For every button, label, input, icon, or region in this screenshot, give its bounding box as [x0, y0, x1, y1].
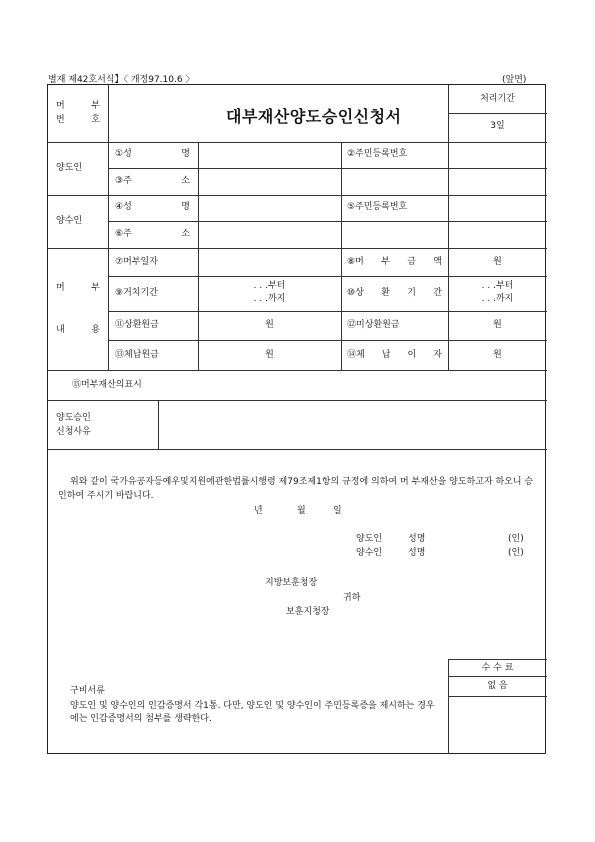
signer-transferor-seal: (인) [508, 534, 524, 544]
reason-label: 양도승인 [56, 413, 91, 423]
transferee-section: 양수인 [56, 216, 83, 226]
unrepaid-principal-unit: 원 [493, 320, 502, 330]
loan-section: 머 부 [56, 283, 100, 293]
grace-to: . . .까지 [253, 294, 286, 304]
property-description-label: ⑮머부재산의표시 [72, 380, 142, 390]
repay-to: . . .까지 [481, 294, 514, 304]
date-month: 월 [297, 506, 306, 516]
transferor-name-label: ①성 명 [115, 149, 190, 159]
grace-from: . . .부터 [253, 281, 286, 291]
documents-text: 양도인 및 양수인의 인감증명서 각1통. 다만, 양도인 및 양수인이 주민등록증을 제시하는 경우에는 인감증명서의 첨부를 생략한다. [70, 701, 435, 724]
signer-transferee-sign: 성명 [408, 548, 426, 558]
form-title: 대부재산양도승인신청서 [226, 107, 402, 126]
overdue-principal-label: ⑬체납원금 [115, 350, 159, 360]
loan-number-label: 머 부 [56, 101, 100, 111]
loan-amount-label: ⑧머 부 금 액 [347, 257, 442, 267]
repaid-principal-unit: 원 [265, 320, 274, 330]
overdue-interest-label: ⑭체 납 이 자 [347, 350, 442, 360]
transferor-id-label: ②주민등록번호 [347, 149, 408, 159]
transferor-section: 양도인 [56, 163, 83, 173]
recipient-honorific: 귀하 [343, 593, 361, 603]
processing-period-value: 3일 [490, 121, 505, 131]
unrepaid-principal-label: ⑫미상환원금 [347, 320, 400, 330]
repaid-principal-label: ⑪상환원금 [115, 320, 159, 330]
form-number: 별재 제42호서식】〈 개정97.10.6 〉 [48, 75, 195, 85]
fee-value: 없 음 [487, 681, 508, 691]
signer-transferor-role: 양도인 [356, 534, 383, 544]
documents-label: 구비서류 [70, 686, 105, 696]
overdue-principal-unit: 원 [265, 350, 274, 360]
transferee-name-label: ④성 명 [115, 202, 190, 212]
page-side: (앞면) [502, 75, 527, 85]
date-day: 일 [333, 506, 342, 516]
fee-label: 수 수 료 [481, 663, 514, 673]
signer-transferor-sign: 성명 [408, 534, 426, 544]
signer-transferee-role: 양수인 [356, 548, 383, 558]
transferor-address-label: ③주 소 [115, 176, 190, 186]
processing-period-label: 처리기간 [480, 94, 515, 104]
application-form: 머 부 번 호 대부재산양도승인신청서 처리기간 3일 양도인 ①성 명 ②주민등록번호 ③주 소 양수인 ④성 명 ⑤주민등록번호 ⑥주 소 머 부 내 용 ⑦머부일자 ⑧머 부 금 액 원 ⑨거치기간 . . .부터 . . .까지 ⑩상 환 기 간 . . .부터 . . .까지 ⑪상환원금 원 ⑫미상환원금 원 ⑬체납원금 원 ⑭체 납 이 자 원 ⑮머부재산의표시 양도승인 신청사유 위와 같이 국가유공자등예우및지원에관한법률시행령 제79조제1항의 규정에 의하여 머 부재산을 양도하고자 하오니 승인하여 주시기 바랍니다. 년 월 일 양도인 성명 (인) 양수인 성명 (인) 지방보훈청장 귀하 보훈지청장 구비서류 양도인 및 양수인의 인감증명서 각1통. 다만, 양도인 및 양수인이 주민등록증을 제시하는 경우에는 인감증명서의 첨부를 생략한다. 수 수 료 없 음 [47, 84, 546, 754]
overdue-interest-unit: 원 [493, 350, 502, 360]
recipient-regional-office: 지방보훈청장 [265, 578, 318, 588]
recipient-branch-office: 보훈지청장 [286, 607, 330, 617]
loan-amount-unit: 원 [493, 257, 502, 267]
statement-text: 위와 같이 국가유공자등예우및지원에관한법률시행령 제79조제1항의 규정에 의하여 머 부재산을 양도하고자 하오니 승인하여 주시기 바랍니다. [58, 477, 534, 501]
repay-period-label: ⑩상 환 기 간 [347, 288, 442, 298]
repay-from: . . .부터 [481, 281, 514, 291]
transferee-id-label: ⑤주민등록번호 [347, 202, 408, 212]
transferee-address-label: ⑥주 소 [115, 229, 190, 239]
loan-date-label: ⑦머부일자 [115, 257, 158, 267]
date-year: 년 [254, 506, 263, 516]
grace-period-label: ⑨거치기간 [115, 288, 158, 298]
signer-transferee-seal: (인) [508, 548, 524, 558]
